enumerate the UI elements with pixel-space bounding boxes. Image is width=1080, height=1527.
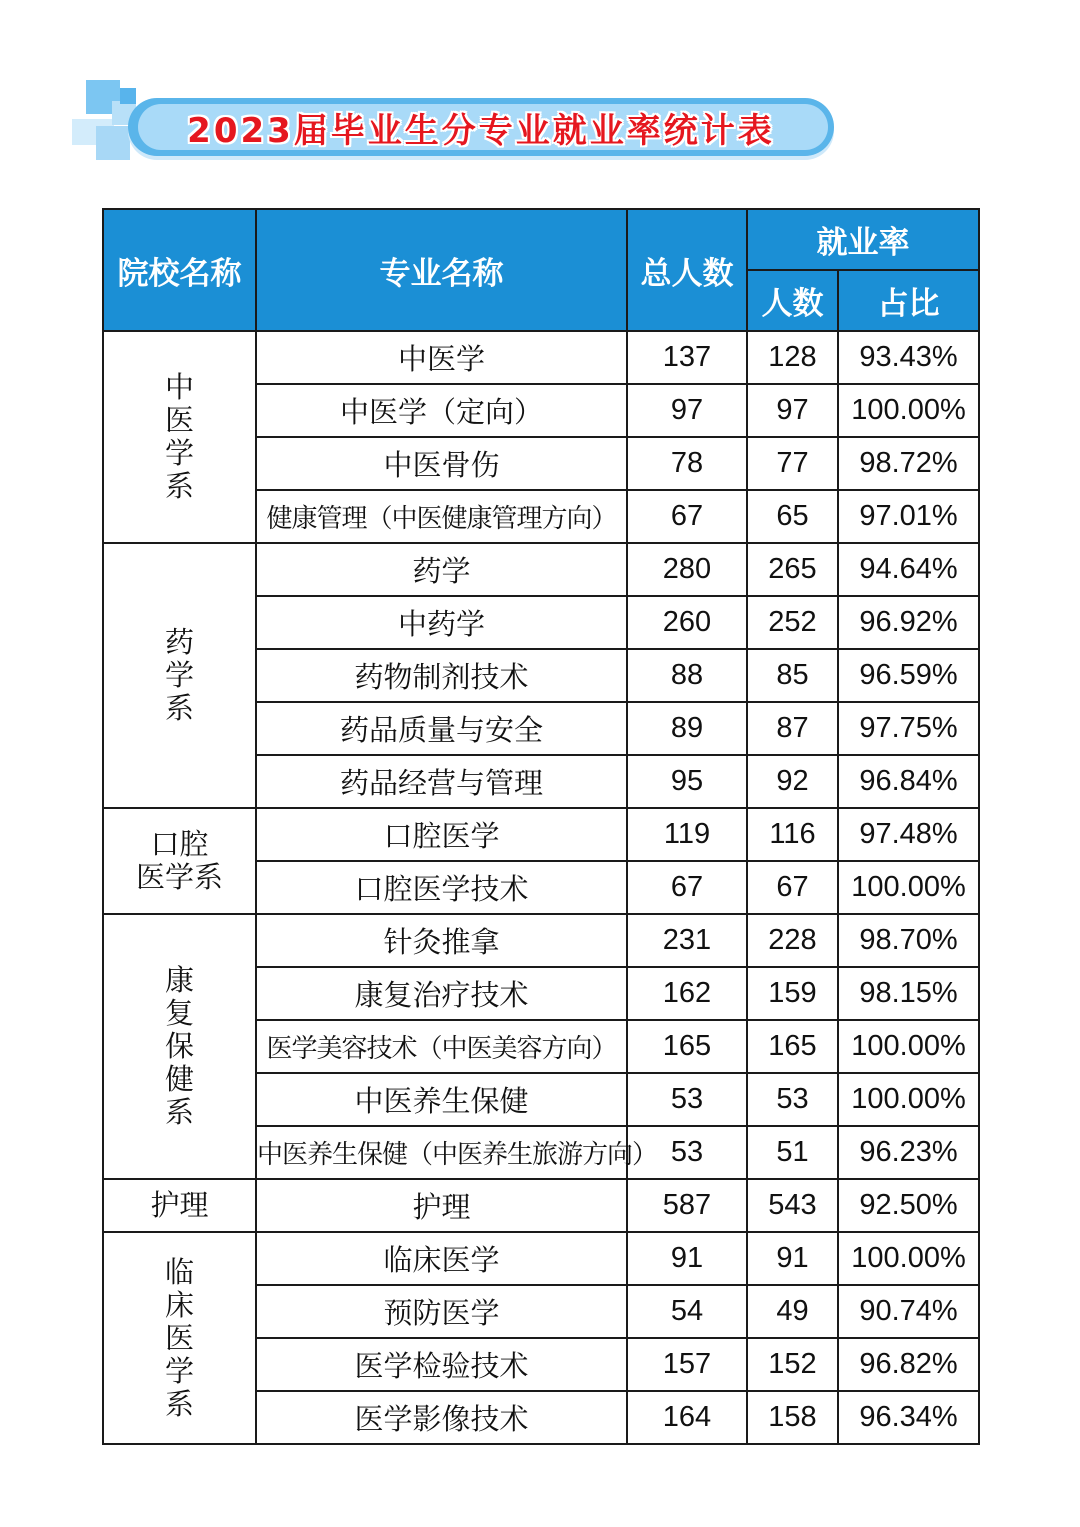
major-cell: 口腔医学技术 — [256, 861, 627, 914]
dept-label-line: 医学系 — [135, 860, 223, 894]
dept-cell — [103, 808, 256, 914]
total-cell: 67 — [627, 490, 747, 543]
total-cell: 54 — [627, 1285, 747, 1338]
count-cell: 49 — [747, 1285, 838, 1338]
count-cell: 265 — [747, 543, 838, 596]
total-cell: 91 — [627, 1232, 747, 1285]
dept-label: 药学系 — [165, 625, 195, 725]
table-row — [103, 543, 979, 596]
major-cell: 中医骨伤 — [256, 437, 627, 490]
decor-square — [96, 126, 130, 160]
major-cell: 药品质量与安全 — [256, 702, 627, 755]
dept-label: 康复保健系 — [165, 963, 195, 1129]
major-cell: 中医学（定向） — [256, 384, 627, 437]
total-cell: 137 — [627, 331, 747, 384]
dept-cell — [103, 914, 256, 1179]
major-cell: 药物制剂技术 — [256, 649, 627, 702]
major-cell: 预防医学 — [256, 1285, 627, 1338]
count-cell: 65 — [747, 490, 838, 543]
ratio-cell: 90.74% — [838, 1285, 979, 1338]
total-cell: 53 — [627, 1126, 747, 1179]
major-cell: 口腔医学 — [256, 808, 627, 861]
dept-label: 临床医学系 — [165, 1254, 195, 1421]
major-cell: 药品经营与管理 — [256, 755, 627, 808]
major-cell: 中医学 — [256, 331, 627, 384]
total-cell: 78 — [627, 437, 747, 490]
table-row — [103, 331, 979, 384]
ratio-cell: 98.15% — [838, 967, 979, 1020]
header-count: 人数 — [747, 270, 838, 331]
total-cell: 280 — [627, 543, 747, 596]
count-cell: 252 — [747, 596, 838, 649]
ratio-cell: 97.75% — [838, 702, 979, 755]
major-cell: 中医养生保健 — [256, 1073, 627, 1126]
major-cell: 健康管理（中医健康管理方向） — [256, 490, 627, 543]
dept-cell — [103, 331, 256, 543]
header-college: 院校名称 — [103, 209, 256, 331]
count-cell: 228 — [747, 914, 838, 967]
count-cell: 67 — [747, 861, 838, 914]
count-cell: 152 — [747, 1338, 838, 1391]
count-cell: 92 — [747, 755, 838, 808]
ratio-cell: 100.00% — [838, 1073, 979, 1126]
count-cell: 158 — [747, 1391, 838, 1444]
major-cell: 临床医学 — [256, 1232, 627, 1285]
header-employment: 就业率 — [747, 209, 979, 270]
ratio-cell: 100.00% — [838, 1020, 979, 1073]
count-cell: 91 — [747, 1232, 838, 1285]
total-cell: 97 — [627, 384, 747, 437]
major-cell: 医学美容技术（中医美容方向） — [256, 1020, 627, 1073]
ratio-cell: 96.84% — [838, 755, 979, 808]
count-cell: 77 — [747, 437, 838, 490]
major-cell: 医学影像技术 — [256, 1391, 627, 1444]
ratio-cell: 96.34% — [838, 1391, 979, 1444]
header-major: 专业名称 — [256, 209, 627, 331]
total-cell: 119 — [627, 808, 747, 861]
major-cell: 中医养生保健（中医养生旅游方向） — [256, 1126, 627, 1179]
table-row — [103, 808, 979, 861]
table-body — [103, 331, 979, 1444]
total-cell: 88 — [627, 649, 747, 702]
table-row — [103, 1179, 979, 1232]
total-cell: 89 — [627, 702, 747, 755]
ratio-cell: 92.50% — [838, 1179, 979, 1232]
count-cell: 128 — [747, 331, 838, 384]
count-cell: 159 — [747, 967, 838, 1020]
ratio-cell: 94.64% — [838, 543, 979, 596]
ratio-cell: 97.01% — [838, 490, 979, 543]
count-cell: 87 — [747, 702, 838, 755]
table-row — [103, 1232, 979, 1285]
total-cell: 67 — [627, 861, 747, 914]
count-cell: 85 — [747, 649, 838, 702]
total-cell: 164 — [627, 1391, 747, 1444]
count-cell: 543 — [747, 1179, 838, 1232]
total-cell: 165 — [627, 1020, 747, 1073]
dept-label-line: 口腔 — [150, 827, 209, 861]
major-cell: 中药学 — [256, 596, 627, 649]
total-cell: 157 — [627, 1338, 747, 1391]
total-cell: 231 — [627, 914, 747, 967]
major-cell: 药学 — [256, 543, 627, 596]
major-cell: 医学检验技术 — [256, 1338, 627, 1391]
dept-cell — [103, 1232, 256, 1444]
total-cell: 260 — [627, 596, 747, 649]
ratio-cell: 96.59% — [838, 649, 979, 702]
ratio-cell: 96.92% — [838, 596, 979, 649]
ratio-cell: 100.00% — [838, 1232, 979, 1285]
total-cell: 162 — [627, 967, 747, 1020]
dept-label: 中医学系 — [165, 370, 195, 503]
page-title: 2023届毕业生分专业就业率统计表 — [187, 110, 775, 151]
header-ratio: 占比 — [838, 270, 979, 331]
employment-table — [102, 208, 980, 1445]
major-cell: 康复治疗技术 — [256, 967, 627, 1020]
count-cell: 53 — [747, 1073, 838, 1126]
total-cell: 53 — [627, 1073, 747, 1126]
dept-cell — [103, 543, 256, 808]
ratio-cell: 98.70% — [838, 914, 979, 967]
ratio-cell: 93.43% — [838, 331, 979, 384]
ratio-cell: 97.48% — [838, 808, 979, 861]
table-row — [103, 914, 979, 967]
total-cell: 95 — [627, 755, 747, 808]
major-cell: 护理 — [256, 1179, 627, 1232]
ratio-cell: 100.00% — [838, 384, 979, 437]
ratio-cell: 96.82% — [838, 1338, 979, 1391]
total-cell: 587 — [627, 1179, 747, 1232]
ratio-cell: 98.72% — [838, 437, 979, 490]
major-cell: 针灸推拿 — [256, 914, 627, 967]
dept-cell: 护理 — [103, 1179, 256, 1232]
count-cell: 165 — [747, 1020, 838, 1073]
count-cell: 97 — [747, 384, 838, 437]
header-total: 总人数 — [627, 209, 747, 331]
ratio-cell: 100.00% — [838, 861, 979, 914]
count-cell: 51 — [747, 1126, 838, 1179]
ratio-cell: 96.23% — [838, 1126, 979, 1179]
count-cell: 116 — [747, 808, 838, 861]
